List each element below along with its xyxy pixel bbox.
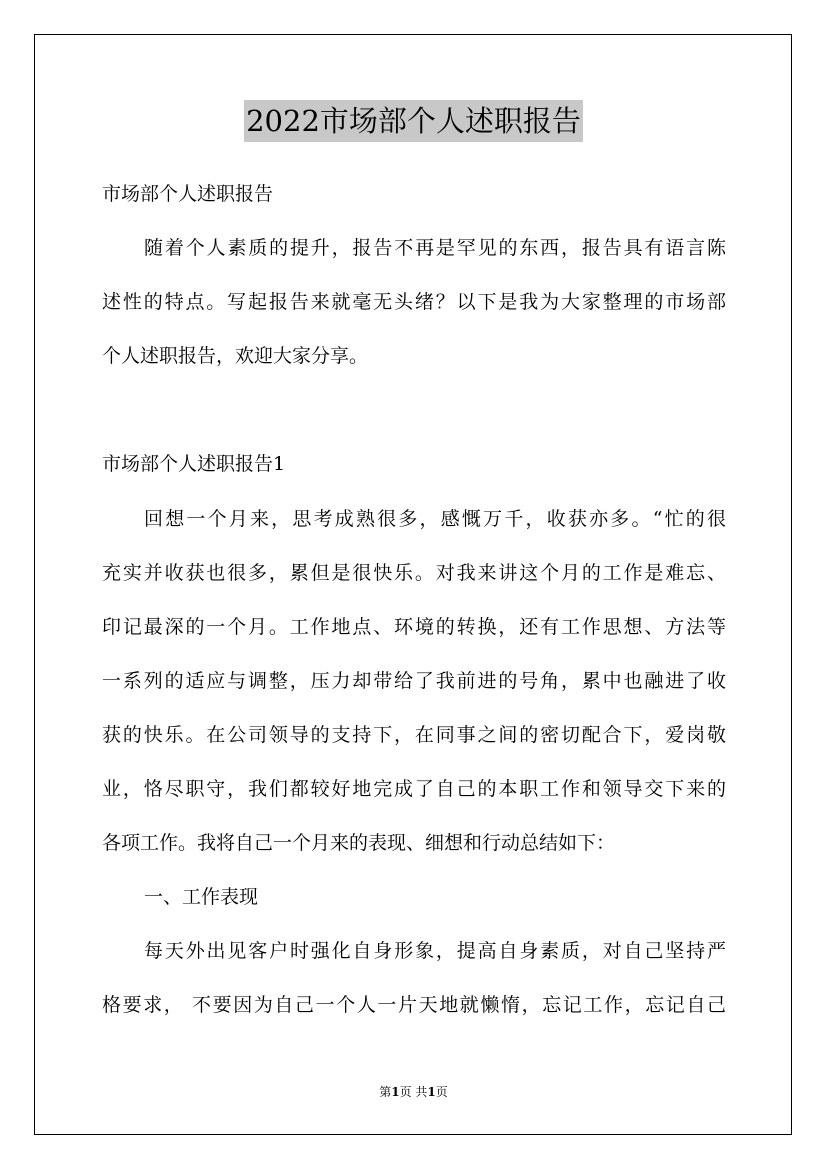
page-footer [0,1084,827,1100]
paragraph-line: 回想一个月来，思考成熟很多，感慨万千，收获亦多。“忙的很 [144,508,726,530]
paragraph-line: 各项工作。我将自己一个月来的表现、细想和行动总结如下： [102,832,616,854]
paragraph-line: 每天外出见客户时强化自身形象，提高自身素质，对自己坚持严 [144,940,726,962]
paragraph-line: 印记最深的一个月。工作地点、环境的转换，还有工作思想、方法等 [102,616,726,638]
document-title: 2022市场部个人述职报告 [244,100,583,142]
paragraph-line: 一系列的适应与调整，压力却带给了我前进的号角，累中也融进了收 [102,670,726,692]
footer-page-total: 1 [427,1085,436,1099]
footer-suffix: 页 [435,1085,448,1099]
paragraph-line: 获的快乐。在公司领导的支持下，在同事之间的密切配合下，爱岗敬 [102,724,726,746]
paragraph-line: 充实并收获也很多，累但是很快乐。对我来讲这个月的工作是难忘、 [102,562,726,584]
title-container [0,100,827,142]
paragraph-line: 业，恪尽职守，我们都较好地完成了自己的本职工作和领导交下来的 [102,778,726,800]
footer-prefix: 第 [379,1085,392,1099]
paragraph-line: 格要求， 不要因为自己一个人一片天地就懒惰，忘记工作，忘记自己 [102,994,726,1016]
footer-middle: 页 共 [399,1085,428,1099]
paragraph-line: 述性的特点。写起报告来就毫无头绪？以下是我为大家整理的市场部 [102,291,726,313]
paragraph-line: 个人述职报告，欢迎大家分享。 [102,345,369,367]
paragraph-line: 随着个人素质的提升，报告不再是罕见的东西，报告具有语言陈 [144,237,726,259]
subtitle-line: 市场部个人述职报告 [102,183,274,205]
footer-page-number: 1 [391,1085,400,1099]
section-heading: 市场部个人述职报告1 [102,453,286,475]
subheading-line: 一、工作表现 [144,886,259,908]
